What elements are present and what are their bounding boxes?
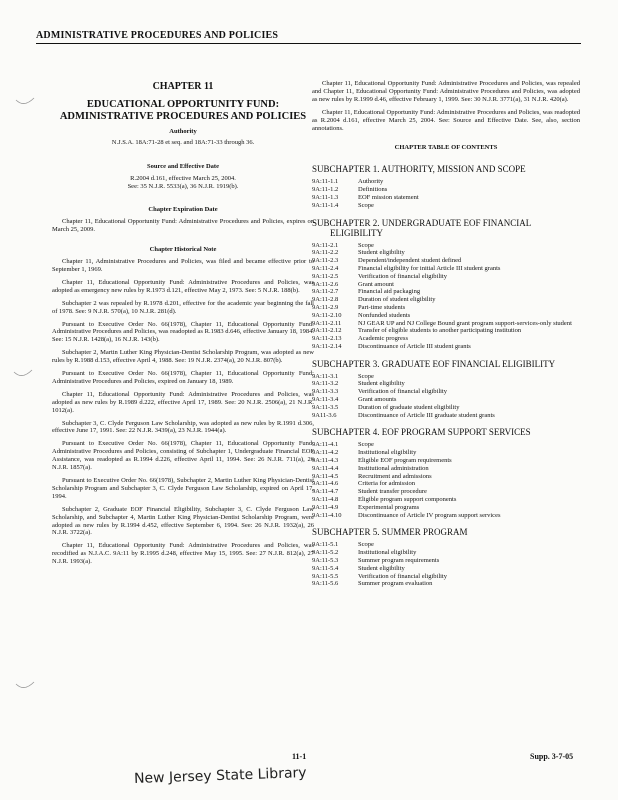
toc-row [312,304,580,312]
page-number: 11-1 [292,752,307,761]
toc-row [312,388,580,396]
section-number: 9A:11-4.9 [312,503,339,511]
section-number: 9A:11-4.2 [312,449,339,457]
expiration-text: Chapter 11, Educational Opportunity Fund: Administrative Procedures and Policies, expires on March 25, 2009. [52,218,314,234]
section-title: Scope [358,441,374,449]
section-title: Scope [358,201,374,209]
section-title: Experimental programs [358,503,420,511]
section-number: 9A:11-3.3 [312,388,339,396]
toc-row [312,504,580,512]
library-stamp: New Jersey State Library [133,764,307,788]
section-number: 9A:11-5.5 [312,572,339,580]
section-title: EOF mission statement [358,193,419,201]
subchapter-heading: SUBCHAPTER 2. UNDERGRADUATE EOF FINANCIAL ELIGIBILITY [312,217,531,238]
toc-row [312,178,580,186]
section-title: Summer program requirements [358,557,440,565]
section-number: 9A:11-3.4 [312,396,339,404]
history-paragraph: Chapter 11, Educational Opportunity Fund: Administrative Procedures and Policies, was recodified as N.J.A.C. 9A:11 by R.1995 d.248, effective May 15, 1995. See: 27 N.J.R. 812(a), 27 N.J.R. 1993(a). [52,542,314,566]
section-title: Verification of financial eligibility [358,272,447,280]
section-title: Scope [358,372,374,380]
toc-row [312,373,580,381]
section-number: 9A:11-5.4 [312,564,339,572]
toc-row [312,465,580,473]
section-title: Summer program evaluation [358,580,433,588]
section-title: NJ GEAR UP and NJ College Bound grant program support-services-only student [358,319,572,327]
section-title: Recruitment and admissions [358,472,432,480]
section-number: 9A:11-2.1 [312,241,339,249]
section-title: Institutional administration [358,464,429,472]
left-column [52,60,314,571]
section-title: Financial eligibility for initial Article III student grants [358,264,501,272]
section-title: Dependent/independent student defined [358,257,462,265]
toc-row [312,320,580,328]
section-number: 9A:11-1.3 [312,193,339,201]
authority-text: N.J.S.A. 18A:71-28 et seq. and 18A:71-33 through 36. [111,138,255,146]
history-paragraph: Subchapter 3, C. Clyde Ferguson Law Scholarship, was adopted as new rules by R.1991 d.306, effective June 17, 1991. See: 22 N.J.R. 3439(a), 23 N.J.R. 1944(a). [52,419,314,435]
table-of-contents [312,164,580,588]
section-number: 9A:11-2.11 [312,319,342,327]
section-number: 9A:11-4.6 [312,480,339,488]
subchapter-heading: SUBCHAPTER 3. GRADUATE EOF FINANCIAL ELIGIBILITY [312,358,556,369]
toc-heading: CHAPTER TABLE OF CONTENTS [394,144,498,152]
toc-row [312,449,580,457]
subchapter-heading: SUBCHAPTER 5. SUMMER PROGRAM [312,527,468,538]
section-title: Criteria for admission [358,480,416,488]
toc-row [312,412,580,420]
history-paragraph: Chapter 11, Educational Opportunity Fund: Administrative Procedures and Policies, was readopted as R.2004 d.161, effective March 25, 2004. See: Source and Effective Date. See, also, section annotations. [312,108,580,132]
source-heading: Source and Effective Date [147,162,219,170]
toc-row [312,557,580,565]
history-paragraph: Chapter 11, Educational Opportunity Fund: Administrative Procedures and Policies, was repealed and Chapter 11, Educational Opportunity Fund: Administrative Procedures and Policies, was adopted as new rules by R.1999 d.46, effective February 1, 1999. See: 30 N.J.R. 3771(a), 31 N.J.R. 420(a). [312,80,580,103]
toc-row [312,202,580,210]
section-number: 9A:11-1.4 [312,201,339,209]
toc-row [312,343,580,351]
history-paragraph: Chapter 11, Administrative Procedures and Policies, was filed and became effective prior to September 1, 1969. [52,258,314,273]
toc-row [312,380,580,388]
toc-row [312,265,580,273]
section-number: 9A:11-4.7 [312,488,339,496]
section-number: 9A:11-1.2 [312,186,339,194]
toc-row [312,512,580,520]
history-paragraph: Chapter 11, Educational Opportunity Fund: Administrative Procedures and Policies, was adopted as emergency new rules by R.1973 d.121, effective May 2, 1973. See: 5 N.J.R. 188(b). [52,278,314,294]
toc-row [312,404,580,412]
section-title: Financial aid packaging [358,288,421,296]
history-paragraph: Pursuant to Executive Order No. 66(1978), Subchapter 2, Martin Luther King Physician-Dentist Scholarship Program and Subchapter 3, C. Clyde Ferguson Law Scholarship, expired on April 17, 1994. [52,477,314,500]
history-paragraph: Subchapter 2, Graduate EOF Financial Eligibility, Subchapter 3, C. Clyde Ferguson Law Scholarship, and Subchapter 4, Martin Luther King Physician-Dentist Scholarship Program, were adopted as new rules by R.1994 d.452, effective September 6, 1994. See: 26 N.J.R. 1932(a), 26 N.J.R. 3722(a). [52,505,314,537]
section-number: 9A:11-2.12 [312,327,342,335]
supplement-date: Supp. 3-7-05 [530,752,574,761]
section-number: 9A:11-2.5 [312,272,339,280]
toc-row [312,186,580,194]
section-title: Verification of financial eligibility [358,572,447,580]
section-number: 9A:11-5.1 [312,541,339,549]
section-number: 9A:11-2.9 [312,303,339,311]
section-number: 9A:11-3.1 [312,372,339,380]
section-number: 9A:11-2.8 [312,296,339,304]
toc-row [312,257,580,265]
toc-row [312,242,580,250]
toc-row [312,488,580,496]
section-number: 9A:11-5.3 [312,557,339,565]
chapter-label: CHAPTER 11 [152,81,214,92]
toc-row [312,565,580,573]
source-line: See: 35 N.J.R. 5533(a), 36 N.J.R. 1919(b). [127,182,239,190]
toc-row [312,457,580,465]
section-title: Scope [358,241,374,249]
section-number: 9A:11-2.6 [312,280,339,288]
section-title: Academic progress [358,335,408,343]
section-title: Transfer of eligible students to another participating institution [358,327,522,335]
section-number: 9A:11-2.13 [312,335,342,343]
section-number: 9A:11-2.2 [312,249,339,257]
right-column [312,60,580,588]
section-number: 9A:11-3.2 [312,380,339,388]
toc-row [312,549,580,557]
section-number: 9A:11-2.7 [312,288,339,296]
subchapter-heading: SUBCHAPTER 1. AUTHORITY, MISSION AND SCOPE [312,164,526,175]
history-paragraph: Subchapter 2, Martin Luther King Physician-Dentist Scholarship Program, was adopted as new rules by R.1988 d.153, effective April 4, 1988. See: 19 N.J.R. 2374(a), 20 N.J.R. 807(b). [52,349,314,365]
section-title: Institutional eligibility [358,549,417,557]
toc-row [312,194,580,202]
toc-row [312,249,580,257]
toc-row [312,273,580,281]
section-title: Student eligibility [358,249,405,257]
section-title: Part-time students [358,303,406,311]
history-paragraph: Chapter 11, Educational Opportunity Fund: Administrative Procedures and Policies, was adopted as new rules by R.1989 d.222, effective April 17, 1989. See: 20 N.J.R. 2506(a), 21 N.J.R. 1012(a). [52,390,314,414]
section-number: 9A:11-2.4 [312,264,339,272]
margin-mark-icon [14,680,36,694]
section-title: Discontinuance of Article III student grants [358,342,471,350]
section-title: Duration of student eligibility [358,296,436,304]
history-heading: Chapter Historical Note [149,246,217,254]
toc-row [312,573,580,581]
section-number: 9A:11-4.4 [312,464,339,472]
toc-row [312,327,580,335]
toc-row [312,335,580,343]
section-number: 9A:11-4.10 [312,511,342,519]
section-number: 9A:11-2.10 [312,311,342,319]
section-title: Eligible program support components [358,496,457,504]
section-number: 9A:11-1.1 [312,178,339,186]
subchapter-heading: SUBCHAPTER 4. EOF PROGRAM SUPPORT SERVICES [312,427,531,438]
toc-row [312,281,580,289]
section-title: Verification of financial eligibility [358,388,447,396]
authority-heading: Authority [169,127,197,135]
section-number: 9A11-3.6 [312,411,337,419]
section-title: Student transfer procedure [358,488,427,496]
section-title: Grant amounts [358,396,397,404]
toc-row [312,396,580,404]
section-number: 9A:11-4.1 [312,441,339,449]
history-paragraph: Pursuant to Executive Order No. 66(1978), Chapter 11, Educational Opportunity Fund: Administrative Procedures and Policies, expired on January 18, 1989. [52,370,314,385]
source-line: R.2004 d.161, effective March 25, 2004. [130,174,236,182]
source-text [52,175,314,191]
section-title: Nonfunded students [358,311,411,319]
section-title: Discontinuance of Article III graduate student grants [358,411,495,419]
section-number: 9A:11-4.3 [312,457,339,465]
margin-mark-icon [12,368,34,382]
toc-row [312,312,580,320]
section-title: Institutional eligibility [358,449,417,457]
section-number: 9A:11-3.5 [312,403,339,411]
section-number: 9A:11-5.2 [312,549,339,557]
section-title: Student eligibility [358,564,405,572]
margin-mark-icon [14,96,36,110]
toc-row [312,473,580,481]
toc-row [312,296,580,304]
toc-row [312,541,580,549]
chapter-title: EDUCATIONAL OPPORTUNITY FUND: ADMINISTRATIVE PROCEDURES AND POLICIES [59,98,307,123]
section-title: Eligible EOF program requirements [358,457,452,465]
section-title: Grant amount [358,280,394,288]
section-number: 9A:11-4.8 [312,496,339,504]
section-number: 9A:11-5.6 [312,580,339,588]
toc-row [312,480,580,488]
section-number: 9A:11-2.3 [312,257,339,265]
section-title: Definitions [358,186,388,194]
section-title: Authority [358,178,384,186]
history-paragraph: Subchapter 2 was repealed by R.1978 d.201, effective for the academic year beginning the fall of 1978. See: 9 N.J.R. 570(a), 10 N.J.R. 281(d). [52,299,314,315]
toc-row [312,580,580,588]
section-title: Duration of graduate student eligibility [358,403,460,411]
section-number: 9A:11-4.5 [312,472,339,480]
running-head: ADMINISTRATIVE PROCEDURES AND POLICIES [36,30,581,44]
section-title: Student eligibility [358,380,405,388]
section-number: 9A:11-2.14 [312,342,342,350]
history-paragraph: Pursuant to Executive Order No. 66(1978), Chapter 11, Educational Opportunity Fund: Administrative Procedures and Policies, consisting of Subchapter 1, Undergraduate Financial EOF Assistance, was readopted as R.1994 d.226, effective April 11, 1994. See: 26 N.J.R. 711(a), 26 N.J.R. 1857(a). [52,440,314,472]
expiration-heading: Chapter Expiration Date [148,206,218,214]
toc-row [312,496,580,504]
history-paragraph: Pursuant to Executive Order No. 66(1978), Chapter 11, Educational Opportunity Fund: Administrative Procedures and Policies, was readopted as R.1983 d.646, effective January 18, 1984. See: 15 N.J.R. 1428(a), 16 N.J.R. 143(b). [52,320,314,344]
section-title: Scope [358,541,374,549]
toc-row [312,288,580,296]
section-title: Discontinuance of Article IV program support services [358,511,501,519]
toc-row [312,441,580,449]
